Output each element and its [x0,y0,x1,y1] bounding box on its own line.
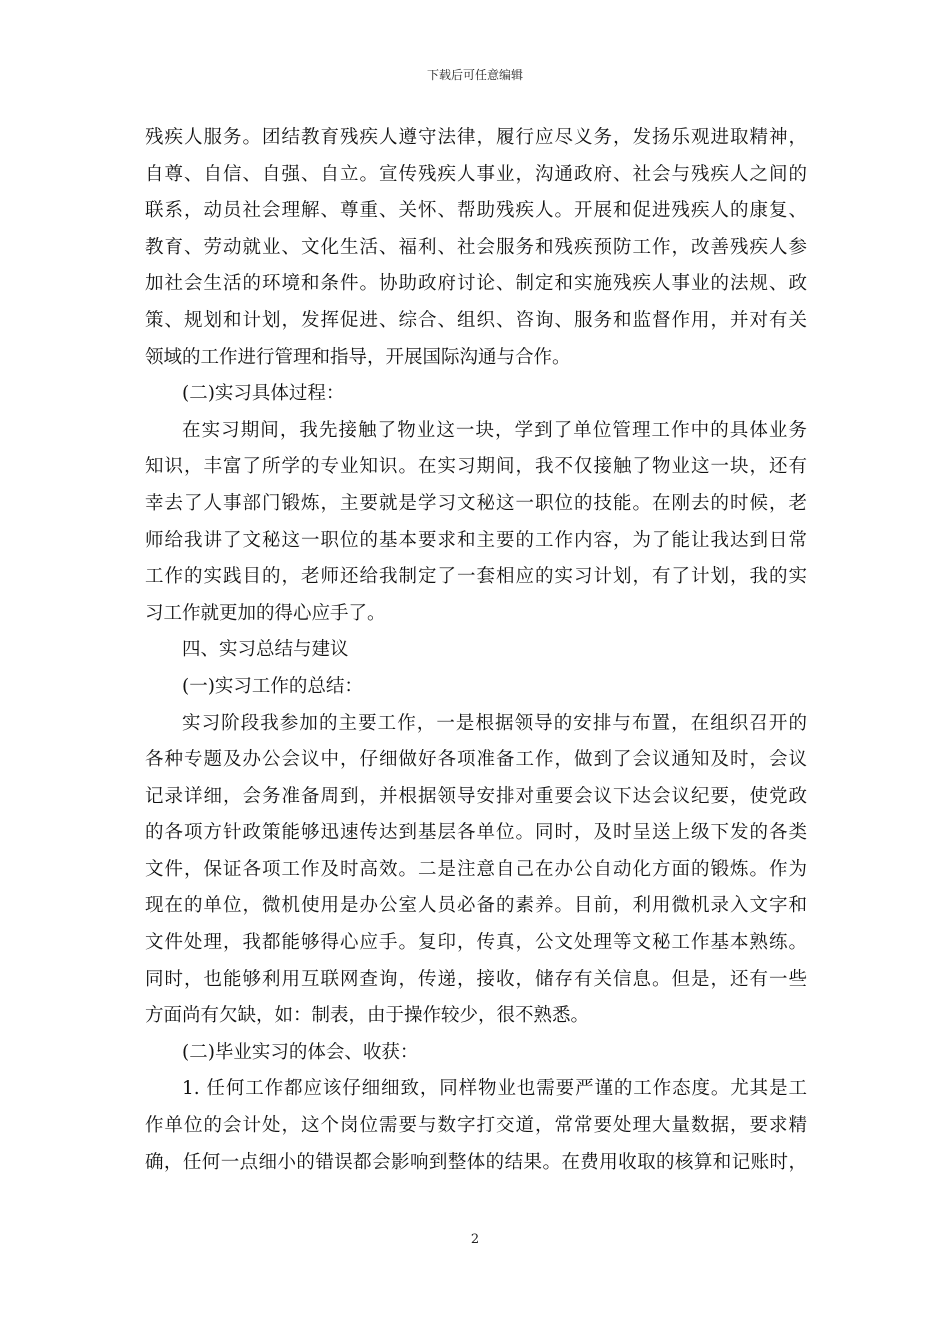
text-line: 各种专题及办公会议中，仔细做好各项准备工作，做到了会议通知及时，会议 [145,749,807,771]
text-line: (二)毕业实习的体会、收获： [182,1041,419,1063]
text-line: 的各项方针政策能够迅速传达到基层各单位。同时，及时呈送上级下发的各类 [145,822,807,844]
text-line: 领域的工作进行管理和指导，开展国际沟通与合作。 [145,346,571,368]
text-line: 工作的实践目的，老师还给我制定了一套相应的实习计划，有了计划，我的实 [145,566,807,588]
text-line: 习工作就更加的得心应手了。 [145,602,386,624]
text-line: 文件处理，我都能够得心应手。复印，传真，公文处理等文秘工作基本熟练。 [145,932,807,954]
text-line: 残疾人服务。团结教育残疾人遵守法律，履行应尽义务，发扬乐观进取精神， [145,127,807,148]
text-line: 同时，也能够利用互联网查询，传递，接收，储存有关信息。但是，还有一些 [145,968,807,990]
text-line: 自尊、自信、自强、自立。宣传残疾人事业，沟通政府、社会与残疾人之间的 [145,163,807,185]
text-line: (一)实习工作的总结： [182,675,363,697]
text-line: 文件，保证各项工作及时高效。二是注意自己在办公自动化方面的锻炼。作为 [145,858,807,880]
text-line: 联系，动员社会理解、尊重、关怀、帮助残疾人。开展和促进残疾人的康复、 [145,200,807,222]
page-header: 下载后可任意编辑 [426,68,523,82]
text-line: 实习阶段我参加的主要工作，一是根据领导的安排与布置，在组织召开的 [182,712,807,734]
text-line: 1. 任何工作都应该仔细细致，同样物业也需要严谨的工作态度。尤其是工 [182,1078,807,1100]
text-line: 幸去了人事部门锻炼，主要就是学习文秘这一职位的技能。在刚去的时候，老 [145,492,807,514]
text-line: 加社会生活的环境和条件。协助政府讨论、制定和实施残疾人事业的法规、政 [145,273,807,295]
text-line: 策、规划和计划，发挥促进、综合、组织、咨询、服务和监督作用，并对有关 [145,309,807,331]
text-line: 师给我讲了文秘这一职位的基本要求和主要的工作内容，为了能让我达到日常 [145,529,807,551]
text-line: (二)实习具体过程： [182,383,345,405]
text-line: 教育、劳动就业、文化生活、福利、社会服务和残疾预防工作，改善残疾人参 [145,236,807,258]
document-body [145,120,807,1181]
text-line: 记录详细，会务准备周到，并根据领导安排对重要会议下达会议纪要，使党政 [145,785,807,807]
text-line: 四、实习总结与建议 [182,639,349,661]
text-line: 方面尚有欠缺，如：制表，由于操作较少，很不熟悉。 [145,1005,590,1027]
text-line: 现在的单位，微机使用是办公室人员必备的素养。目前，利用微机录入文字和 [145,895,807,917]
text-line: 确，任何一点细小的错误都会影响到整体的结果。在费用收取的核算和记账时， [145,1151,807,1173]
text-line: 知识，丰富了所学的专业知识。在实习期间，我不仅接触了物业这一块，还有 [145,456,807,478]
text-line: 作单位的会计处，这个岗位需要与数字打交道，常常要处理大量数据，要求精 [145,1115,807,1137]
text-line: 在实习期间，我先接触了物业这一块，学到了单位管理工作中的具体业务 [182,419,807,441]
page-number: 2 [470,1232,480,1247]
